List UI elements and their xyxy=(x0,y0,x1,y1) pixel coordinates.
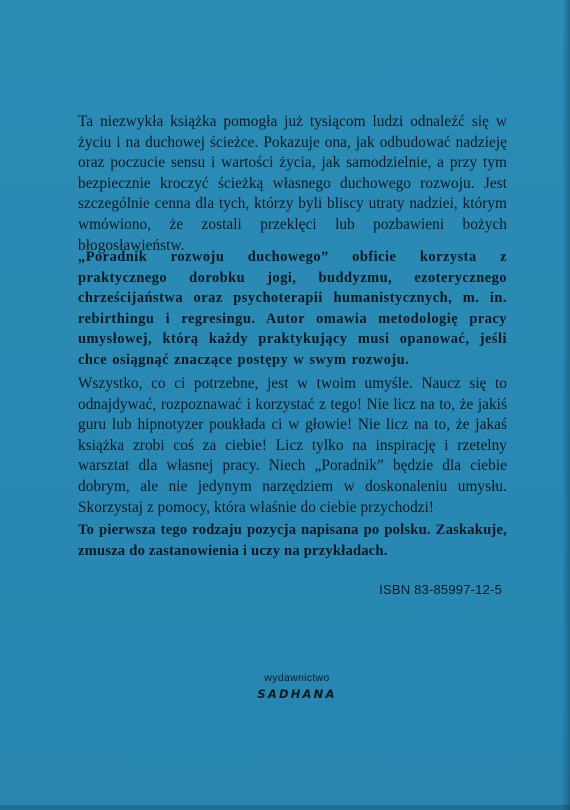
cover-edge-shadow xyxy=(562,0,570,810)
summary-paragraph: To pierwsza tego rodzaju pozycja napisana po polsku. Zaskakuje, zmusza do zastanowienia i uczy na przykładach. xyxy=(78,522,507,559)
publisher-logo xyxy=(0,672,570,701)
publisher-name: SADHANA xyxy=(257,687,337,701)
publisher-label: wydawnictwo xyxy=(264,672,330,684)
description-paragraph-3: Wszystko, co ci potrzebne, jest w twoim umyśle. Naucz się to odnajdywać, rozpoznawać i korzystać z tego! Nie licz na to, że jakiś guru lub hipnotyzer poukłada ci w głowie! Nie licz na to, że jakaś książka zrobi coś za ciebie! Licz tylko na inspirację i rzetelny warsztat dla własnej pracy. Niech „Poradnik” będzie dla ciebie dobrym, ale nie jedynym narzędziem w doskonaleniu umysłu. Skorzystaj z pomocy, która właśnie do ciebie przychodzi! xyxy=(78,375,507,516)
isbn-number: ISBN 83-85997-12-5 xyxy=(379,582,502,597)
cover-bottom-shadow xyxy=(0,805,570,810)
description-paragraph-2: „Poradnik rozwoju duchowego” obficie korzysta z praktycznego dorobku jogi, buddyzmu, ezoterycznego chrześcijaństwa oraz psychoterapii humanistycznych, m. in. rebirthingu i regresingu. Autor omawia metodologię pracy umysłowej, którą każdy praktykujący musi opanować, jeśli chce osiągnąć znaczące postępy w swym rozwoju. xyxy=(78,249,507,368)
description-paragraph-1: Ta niezwykła książka pomogła już tysiącom ludzi odnaleźć się w życiu i na duchowej ścieżce. Pokazuje ona, jak odbudować nadzieję oraz poczucie sensu i wartości życia, jak samodzielnie, a przy tym bezpiecznie kroczyć ścieżką własnego duchowego rozwoju. Jest szczególnie cenna dla tych, którzy byli bliscy utraty nadziei, którym wmówiono, że zostali przeklęci lub pozbawieni bożych błogosławieństw. xyxy=(78,113,507,254)
